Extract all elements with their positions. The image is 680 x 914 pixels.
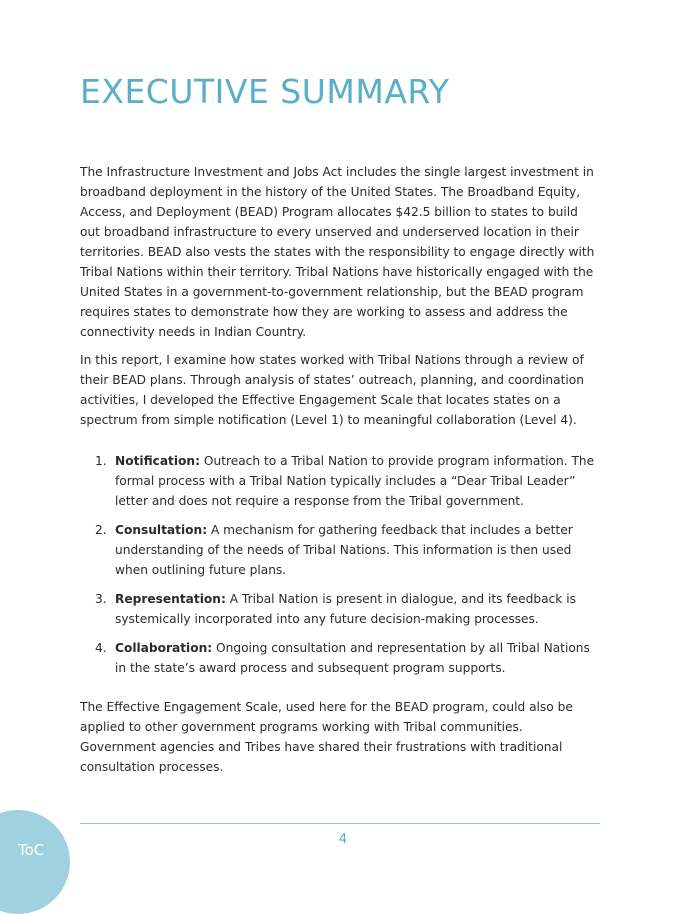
toc-button[interactable]: [0, 810, 70, 914]
list-item-number: 1.: [95, 454, 107, 468]
engagement-scale-list: [95, 451, 600, 687]
intro-paragraph: The Infrastructure Investment and Jobs Act includes the single largest investment in broadband deployment in the history of the United States. The Broadband Equity, Access, and Deployment (BEAD) Program allocates $42.5 billion to states to build out broadband infrastructure to every unserved and underserved location in their territories. BEAD also vests the states with the responsibility to engage directly with Tribal Nations within their territory. Tribal Nations have historically engaged with the United States in a government-to-government relationship, but the BEAD program requires states to demonstrate how they are working to assess and address the connectivity needs in Indian Country.: [80, 165, 595, 339]
list-item-term: Consultation:: [115, 523, 208, 537]
list-item: [95, 589, 600, 629]
list-item-number: 2.: [95, 523, 107, 537]
list-item: [95, 638, 600, 678]
list-item: [95, 451, 600, 511]
list-item-text: Outreach to a Tribal Nation to provide program information. The formal process with a Tribal Nation typically includes a “Dear Tribal Leader” letter and does not require a response from the Tribal government.: [115, 454, 595, 508]
list-item-text: Ongoing consultation and representation by all Tribal Nations in the state’s award process and subsequent program supports.: [115, 641, 590, 675]
list-item-text: A mechanism for gathering feedback that includes a better understanding of the needs of Tribal Nations. This information is then used when outlining future plans.: [115, 523, 573, 577]
list-item-text: A Tribal Nation is present in dialogue, and its feedback is systemically incorporated into any future decision-making processes.: [115, 592, 576, 626]
footer-divider: [80, 823, 600, 824]
closing-paragraph: The Effective Engagement Scale, used here for the BEAD program, could also be applied to other government programs working with Tribal communities. Government agencies and Tribes have shared their frustrations with traditional consultation processes.: [80, 700, 573, 774]
list-item-term: Representation:: [115, 592, 226, 606]
list-item-number: 3.: [95, 592, 107, 606]
list-item: [95, 520, 600, 580]
report-overview-paragraph: In this report, I examine how states worked with Tribal Nations through a review of their BEAD plans. Through analysis of states’ outreach, planning, and coordination activities, I developed the Effective Engagement Scale that locates states on a spectrum from simple notification (Level 1) to meaningful collaboration (Level 4).: [80, 353, 584, 427]
list-item-term: Notification:: [115, 454, 200, 468]
toc-label[interactable]: ToC: [18, 841, 45, 859]
page-number: 4: [338, 832, 348, 847]
list-item-term: Collaboration:: [115, 641, 213, 655]
list-item-number: 4.: [95, 641, 107, 655]
page-title: EXECUTIVE SUMMARY: [80, 72, 450, 111]
